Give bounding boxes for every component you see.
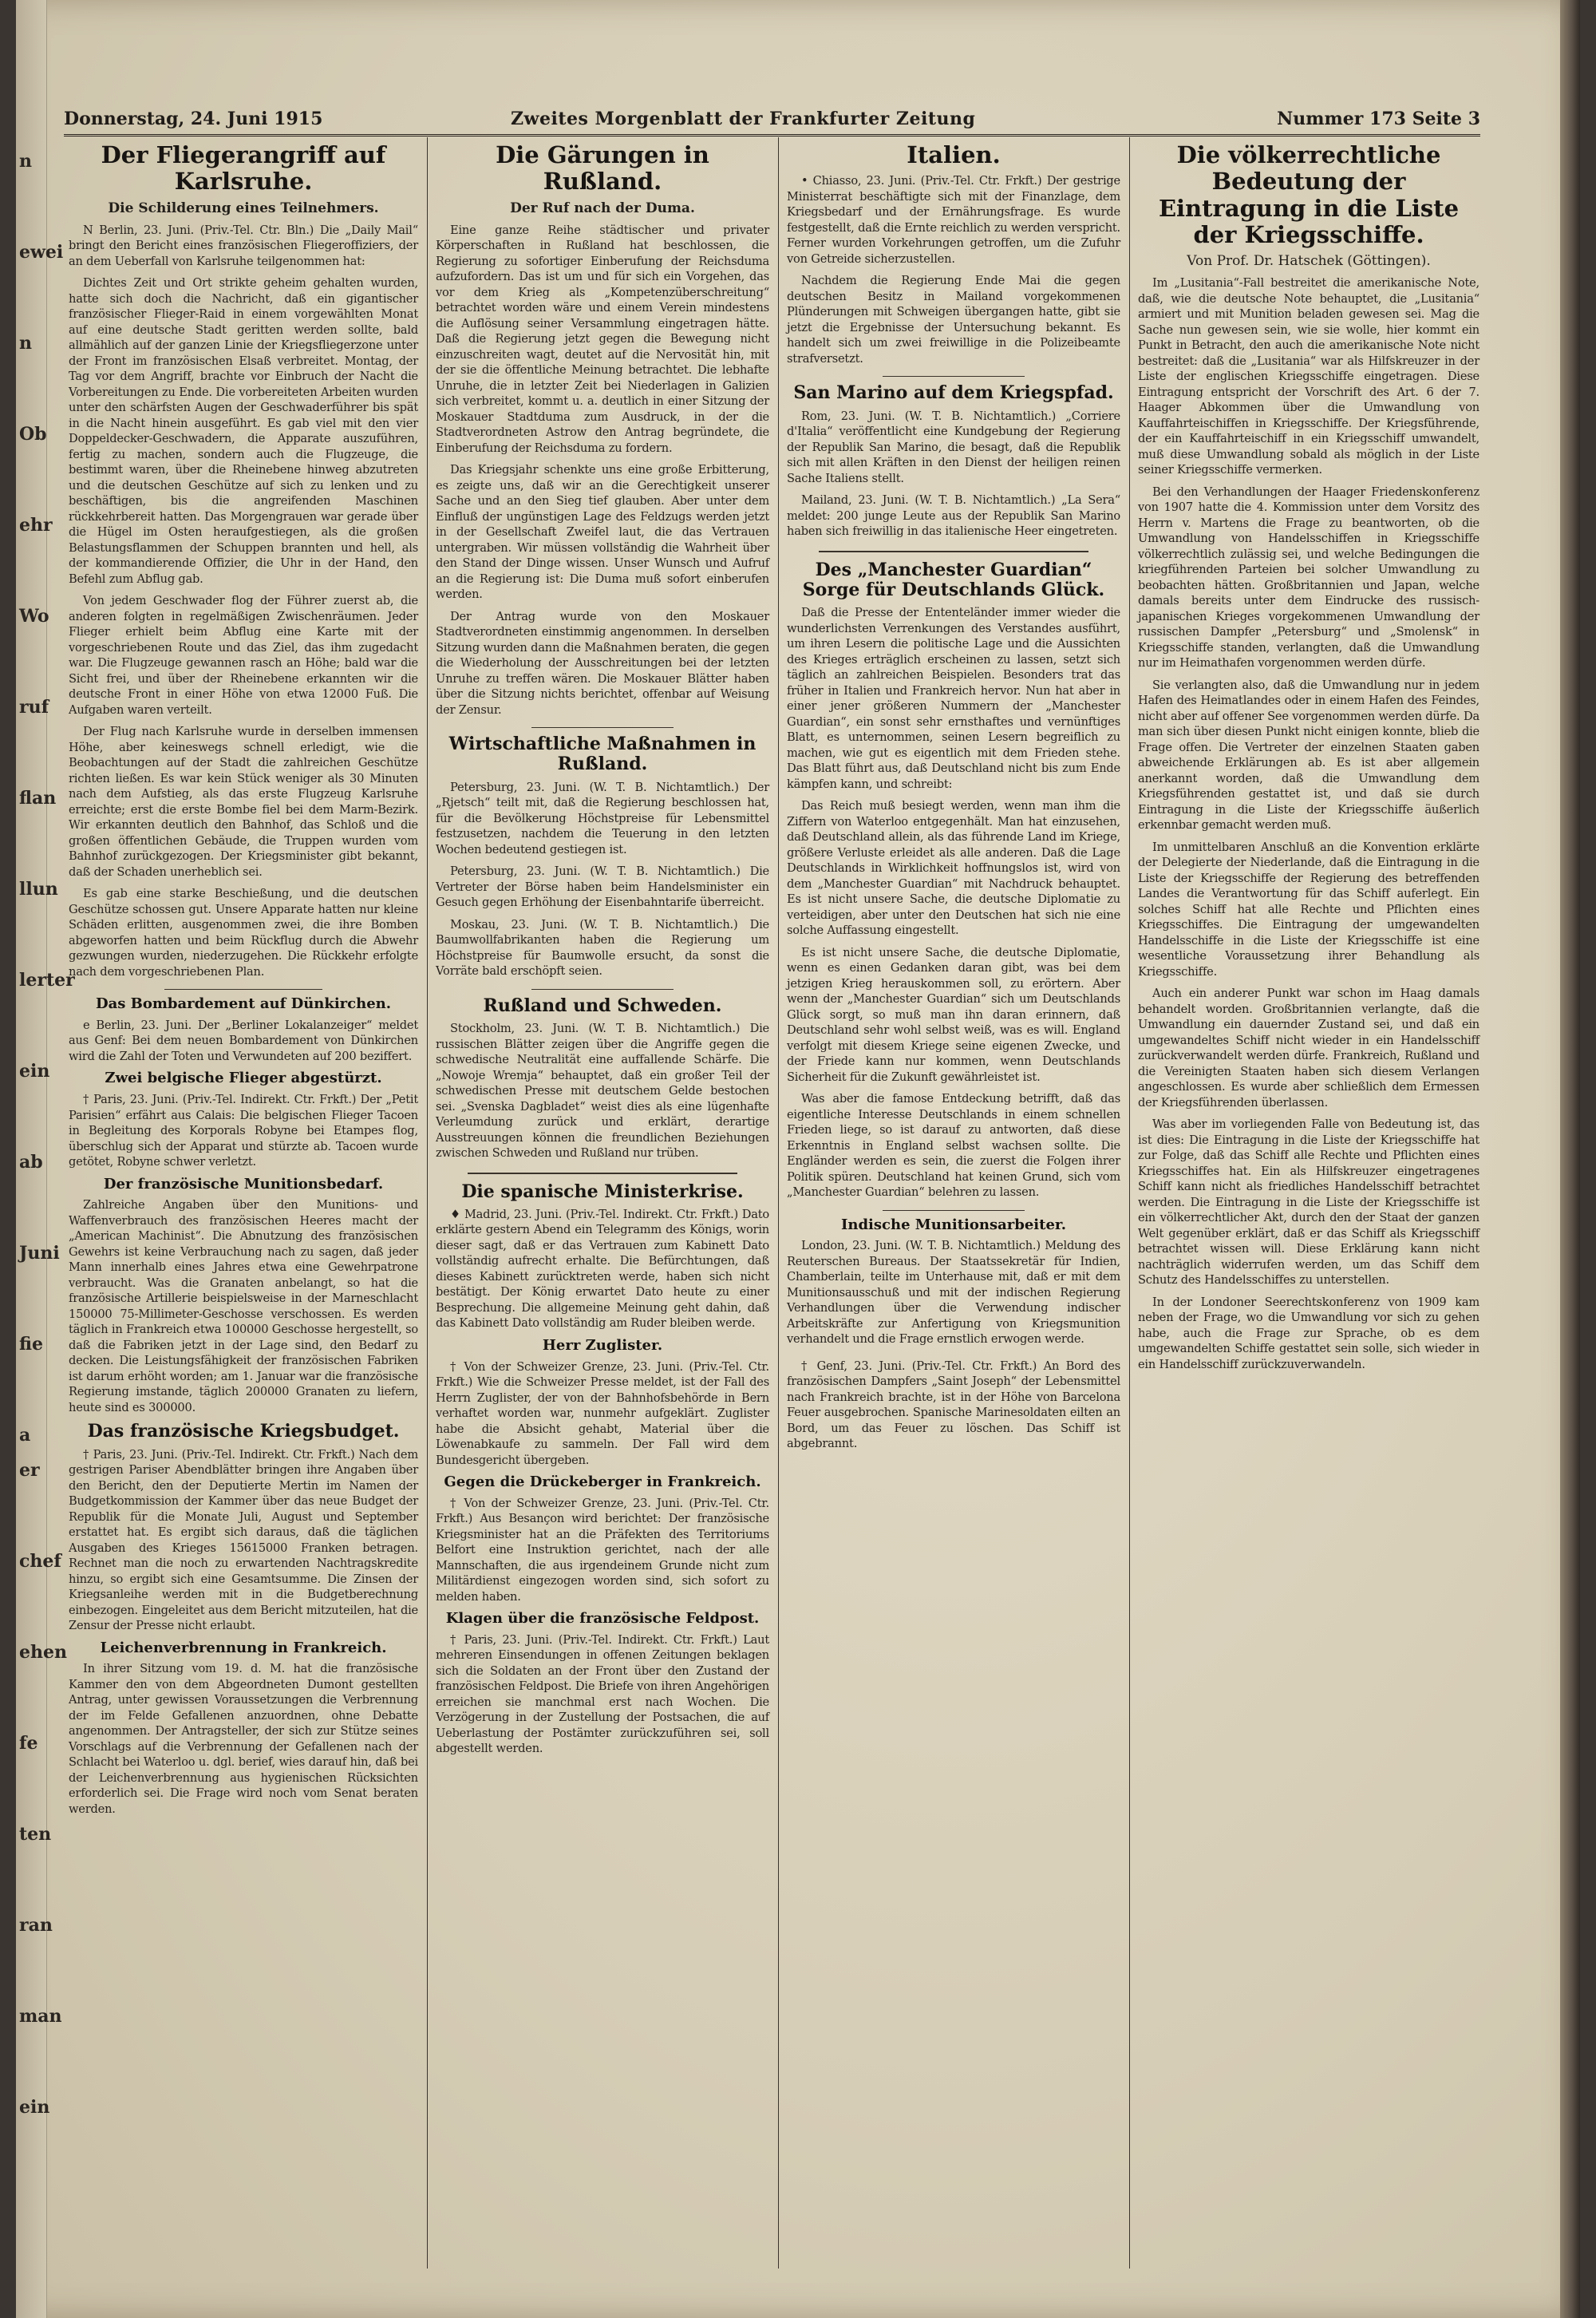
article-paragraph: Nachdem die Regierung Ende Mai die gegen deutschen Besitz in Mailand vorgekommenen Plünderungen mit Schweigen übergangen hatte, gibt sie jetzt die Ergebnisse der Untersuchung bekannt. Es handelt sich um zwei freiwillige in die Polizeibeamte strafversetzt. <box>787 274 1120 366</box>
article-paragraph: Im „Lusitania“-Fall bestreitet die amerikanische Note, daß, wie die deutsche Note behauptet, die „Lusitania“ armiert und mit Munition beladen gewesen sei. Mag die Sache nun gewesen sein, wie sie wolle, hier kommt ein Punkt in Betracht, den auch die amerikanische Note nicht bestreitet: daß die „Lusitania“ war als Hilfskreuzer in der Liste der englischen Kriegsschiffe eingetragen. Diese Eintragung entspricht der Vorschrift des Art. 6 der 7. Haager Abkommen über die Umwandlung von Kauffahrteischiffen in Kriegsschiffe. Der Kriegsführende, der ein Kauffahrteischiff in ein Kriegsschiff umwandelt, muß diese Umwandlung sobald als möglich in der Liste seiner Kriegsschiffe vermerken. <box>1138 276 1479 477</box>
divider <box>819 551 1088 552</box>
issue-date: Donnerstag, 24. Juni 1915 <box>64 109 323 129</box>
article-headline: Klagen über die französische Feldpost. <box>445 1610 760 1628</box>
divider <box>883 1210 1025 1211</box>
article-headline: Wirtschaftliche Maßnahmen in Rußland. <box>448 734 757 775</box>
masthead <box>64 107 1480 136</box>
article-headline: Herr Zuglister. <box>542 1336 663 1354</box>
divider <box>164 989 322 990</box>
article-paragraph: Das Kriegsjahr schenkte uns eine große Erbitterung, es zeigte uns, daß wir an die Gerechtigkeit unserer Sache und an den Sieg tief glauben. Aber unter dem Einfluß der ungünstigen Lage des Feldzugs werden jetzt in der Gesellschaft Zweifel laut, die das Vertrauen untergraben. Wir müssen vollständig die Wahrheit über den Stand der Dinge wissen. Unser Wunsch und Aufruf an die Regierung ist: Die Duma muß sofort einberufen werden. <box>436 463 769 602</box>
article-headline: Das Bombardement auf Dünkirchen. <box>95 995 392 1013</box>
adjacent-page-fragment: fe <box>19 1733 38 1754</box>
article-headline: Des „Manchester Guardian“ Sorge für Deutschlands Glück. <box>802 559 1105 600</box>
column-2 <box>436 137 769 2276</box>
article-paragraph: N Berlin, 23. Juni. (Priv.-Tel. Ctr. Bln.) Die „Daily Mail“ bringt den Bericht eines französischen Fliegeroffiziers, der an dem Ueberfall von Karlsruhe teilgenommen hat: <box>69 223 418 268</box>
article-paragraph: Dichtes Zeit und Ort strikte geheim gehalten wurden, hatte sich doch die Nachricht, daß ein gigantischer französischer Flieger-Raid in einem vorgewählten Monat auf eine deutsche Stadt geritten werden sollte, bald allmählich auf der ganzen Linie der Kriegsfliegerzone unter der Front im französischen Elsaß verbreitet. Montag, der Tag vor dem Angriff, brachte vor Einbruch der Nacht die Vorbereitungen zu Ende. Die vorbereiteten Arbeiten wurden unter den schärfsten Augen der Geschwaderführer bis spät in die Nacht hinein ausgeführt. Es gab viel mit den vier Doppeldecker-Geschwadern, die Apparate auszuführen, fertig zu machen, sondern auch die Flugzeuge, die bestimmt waren, über die Rheinebene hinweg abzutreten und die deutschen Geschütze auf sich zu lenken und zu beschäftigen, bis die angreifenden Maschinen rückkehrbereit hatten. Das Morgengrauen war gerade über die Hügel im Osten heraufgestiegen, als die großen Belastungsflammen der Schuppen brannten und hell, als der kommandierende Offizier, die Uhr in der Hand, den Befehl zum Abflug gab. <box>69 276 418 586</box>
article-paragraph: Zahlreiche Angaben über den Munitions- und Waffenverbrauch des französischen Heeres macht der „American Machinist“. Die Abnutzung des französischen Gewehrs ist keine Verbrauchung nach zu sagen, daß jeder Mann innerhalb eines Jahres etwa eine Gewehrpatrone verbraucht. Was die Granaten anbelangt, so hat die französische Artillerie beispielsweise in der Marneschlacht 150000 75-Millimeter-Geschosse verschossen. Es werden täglich in Frankreich etwa 100000 Geschosse hergestellt, so daß die Fabriken jetzt in der Lage sind, den Bedarf zu decken. Die Leistungsfähigkeit der französischen Fabriken ist darum erhöht worden; am 1. Januar war die französische Regierung imstande, täglich 200000 Granaten zu liefern, heute sind es 300000. <box>69 1198 418 1414</box>
column-4 <box>1138 137 1479 2276</box>
article-paragraph: Mailand, 23. Juni. (W. T. B. Nichtamtlich.) „La Sera“ meldet: 200 junge Leute aus der Republik San Marino haben sich freiwillig in das italienische Heer eingetreten. <box>787 493 1120 539</box>
adjacent-page-fragment: n <box>19 151 32 172</box>
adjacent-page-fragment: ehen <box>19 1642 67 1663</box>
adjacent-page-fragment: man <box>19 2006 62 2027</box>
adjacent-page-fragment: llun <box>19 879 58 900</box>
article-paragraph: Das Reich muß besiegt werden, wenn man ihm die Ziffern von Waterloo entgegenhält. Man hat einzusehen, daß Deutschland allein, als das führende Land im Kriege, größere Verluste erleidet als alle anderen. Daß die Lage Deutschlands in Wirklichkeit hoffnungslos ist, wird von dem „Manchester Guardian“ mit Nachdruck behauptet. Es ist nicht unsere Sache, die deutsche Diplomatie zu verteidigen, aber unter den Deutschen hat sich nie eine solche Auffassung eingestellt. <box>787 799 1120 938</box>
book-spine <box>1560 0 1580 2318</box>
article-subheadline: Der Ruf nach der Duma. <box>510 200 695 216</box>
divider <box>468 1173 737 1174</box>
article-headline: Die spanische Ministerkrise. <box>461 1181 744 1202</box>
adjacent-page-fragment: ab <box>19 1152 43 1173</box>
adjacent-page-fragment: fie <box>19 1334 43 1355</box>
adjacent-page-fragment: ein <box>19 1061 50 1082</box>
article-paragraph: In ihrer Sitzung vom 19. d. M. hat die französische Kammer den von dem Abgeordneten Dumont gestellten Antrag, unter gewissen Voraussetzungen die Verbrennung der im Felde Gefallenen anzuordnen, ohne Debatte angenommen. Der Antragsteller, der sich zur Stütze seines Vorschlags auf die Verbrennung der Gefallenen nach der Schlacht bei Waterloo u. dgl. berief, wies darauf hin, daß bei der Leichenverbrennung aus hygienischen Rücksichten erforderlich sei. Die Frage wird noch vom Senat beraten werden. <box>69 1662 418 1816</box>
adjacent-page-fragment: n <box>19 333 32 354</box>
article-headline: Italien. <box>907 141 1001 168</box>
divider <box>531 727 674 728</box>
article-headline: Das französische Kriegsbudget. <box>87 1421 400 1442</box>
article-paragraph: † Von der Schweizer Grenze, 23. Juni. (Priv.-Tel. Ctr. Frkft.) Wie die Schweizer Presse meldet, ist der Fall des Herrn Zuglister, der von der Bahnhofsbehörde in Bern verhaftet worden war, nunmehr aufgeklärt. Zuglister habe die Absicht gehabt, Material über die Löwenabkaufe zu sammeln. Der Fall wird dem Bundesgericht übergeben. <box>436 1359 769 1467</box>
article-paragraph: ♦ Madrid, 23. Juni. (Priv.-Tel. Indirekt. Ctr. Frkft.) Dato erklärte gestern Abend ein Telegramm des Königs, worin dieser sagt, daß er das Vertrauen zum Kabinett Dato vollständig aufrecht erhalte. Die Befürchtungen, daß dieses Kabinett zurücktreten werde, haben sich nicht bestätigt. Der König erwartet Dato heute zu einer Besprechung. Die allgemeine Meinung geht dahin, daß das Kabinett Dato vollständig am Ruder bleiben werde. <box>436 1207 769 1331</box>
adjacent-page-fragment: ten <box>19 1824 52 1845</box>
column-rule <box>778 137 779 2269</box>
article-paragraph: e Berlin, 23. Juni. Der „Berliner Lokalanzeiger“ meldet aus Genf: Bei dem neuen Bombardement von Dünkirchen wird die Zahl der Toten und Verwundeten auf 200 beziffert. <box>69 1018 418 1063</box>
adjacent-page-edge <box>16 0 75 2318</box>
newspaper-page <box>16 0 1576 2318</box>
article-headline: Rußland und Schweden. <box>483 995 722 1016</box>
article-paragraph: London, 23. Juni. (W. T. B. Nichtamtlich.) Meldung des Reuterschen Bureaus. Der Staatssekretär für Indien, Chamberlain, teilte im Unterhause mit, daß er mit dem Munitionsausschuß und mit der indischen Regierung Verhandlungen über die Verwendung indischer Arbeitskräfte zur Anfertigung von Kriegsmunition verhandelt und die Frage ernstlich erwogen werde. <box>787 1239 1120 1347</box>
article-paragraph: In der Londoner Seerechtskonferenz von 1909 kam neben der Frage, wo die Umwandlung vor sich zu gehen habe, auch die Frage zur Sprache, ob es dem umgewandelten Schiffe gestattet sein solle, sich wieder in ein Handelsschiff zurückzuverwandeln. <box>1138 1295 1479 1371</box>
article-headline: San Marino auf dem Kriegspfad. <box>793 382 1114 404</box>
adjacent-page-fragment: ruf <box>19 697 49 718</box>
adjacent-page-fragment: ran <box>19 1915 53 1936</box>
article-subheadline: Die Schilderung eines Teilnehmers. <box>108 200 379 216</box>
article-headline: Gegen die Drückeberger in Frankreich. <box>444 1473 761 1491</box>
article-headline: Der Fliegerangriff auf Karlsruhe. <box>101 141 386 196</box>
article-paragraph: Sie verlangten also, daß die Umwandlung nur in jedem Hafen des Heimatlandes oder in einem Hafen des Feindes, nicht aber auf offener See vorgenommen werden dürfe. Da man sich über diesen Punkt nicht einigen konnte, blieb die Frage offen. Die Vertreter der einzelnen Staaten gaben abweichende Erklärungen ab. Es ist aber allgemein anerkannt worden, daß die Umwandlung dem Kriegsführenden gestattet ist, und daß sie durch Eintragung in die Liste der Kriegsschiffe äußerlich erkennbar gemacht werden muß. <box>1138 678 1479 833</box>
adjacent-page-fragment: Juni <box>19 1243 60 1264</box>
article-paragraph: Im unmittelbaren Anschluß an die Konvention erklärte der Delegierte der Niederlande, daß die Eintragung in die Liste der Kriegsschiffe der Regierung des betreffenden Landes die Verantwortung für das Schiff auferlegt. Ein solches Schiff hat alle Rechte und Pflichten eines Kriegsschiffes. Die Eintragung der umgewandelten Handelsschiffe in die Liste der Kriegsschiffe ist eine wesentliche Voraussetzung ihrer Behandlung als Kriegsschiffe. <box>1138 840 1479 979</box>
divider <box>883 376 1025 377</box>
article-paragraph: Petersburg, 23. Juni. (W. T. B. Nichtamtlich.) Die Vertreter der Börse haben beim Handelsminister ein Gesuch gegen Erhöhung der Eisenbahntarife überreicht. <box>436 864 769 910</box>
adjacent-page-fragment: Wo <box>19 606 49 627</box>
article-paragraph: Petersburg, 23. Juni. (W. T. B. Nichtamtlich.) Der „Rjetsch“ teilt mit, daß die Regierung beschlossen hat, für die Bevölkerung Höchstpreise für Lebensmittel festzusetzen, nachdem die Teuerung in den letzten Wochen bedeutend gestiegen ist. <box>436 780 769 856</box>
adjacent-page-fragment: lerter <box>19 970 75 991</box>
adjacent-page-fragment: ein <box>19 2097 50 2118</box>
adjacent-page-fragment: Ob <box>19 424 47 445</box>
article-headline: Der französische Munitionsbedarf. <box>103 1175 384 1193</box>
article-paragraph: Was aber die famose Entdeckung betrifft, daß das eigentliche Interesse Deutschlands in einem schnellen Frieden liege, so ist darauf zu antworten, daß diese Erkenntnis in England selbst wachsen sollte. Die Engländer werden es sein, die zuerst die Folgen ihrer Politik spüren. Deutschland hat keinen Grund, sich vom „Manchester Guardian“ belehren zu lassen. <box>787 1092 1120 1200</box>
adjacent-page-fragment: a er <box>19 1425 40 1481</box>
article-paragraph: † Paris, 23. Juni. (Priv.-Tel. Indirekt. Ctr. Frkft.) Nach dem gestrigen Pariser Abendblätter bringen ihre Angaben über den Bericht, den der Deputierte Mertin im Namen der Budgetkommission der Kammer über das neue Budget der Republik für die Monate Juli, August und September erstattet hat. Es ergibt sich daraus, daß die täglichen Ausgaben des Krieges 15615000 Franken betragen. Rechnet man die noch zu erwartenden Nachtragskredite hinzu, so ergibt sich eine Gesamtsumme. Die Zinsen der Kriegsanleihe werden mit in die Budgetberechnung einbezogen. Eingeleitet aus dem Bericht mitzuteilen, hat die Zensur der Presse nicht erlaubt. <box>69 1447 418 1633</box>
article-paragraph: Bei den Verhandlungen der Haager Friedenskonferenz von 1907 hatte die 4. Kommission unter dem Vorsitz des Herrn v. Martens die Frage zu beantworten, ob die Umwandlung von Handelsschiffen in Kriegsschiffe völkerrechtlich zulässig sei, und welche Bedingungen die kriegführenden Parteien bei solcher Umwandlung zu beobachten hätten. Großbritannien und Japan, welche damals bereits unter dem Eindrucke des russisch-japanischen Krieges vorgekommenen Umwandlung der russischen Dampfer „Petersburg“ und „Smolensk“ in Kriegsschiffe standen, verlangten, daß die Umwandlung nur im Heimathafen vorgenommen werden dürfe. <box>1138 485 1479 670</box>
article-paragraph: Moskau, 23. Juni. (W. T. B. Nichtamtlich.) Die Baumwollfabrikanten haben die Regierung um Höchstpreise für Baumwolle ersucht, da sonst die Vorräte bald erschöpft seien. <box>436 917 769 979</box>
article-paragraph: Daß die Presse der Ententeländer immer wieder die wunderlichsten Verrenkungen des Verstandes ausführt, um ihren Lesern die politische Lage und die Aussichten des Krieges erträglich erscheinen zu lassen, setzt sich täglich an zahlreichen Beispielen. Besonders trat das früher in Italien und Frankreich hervor. Nun hat aber in einer jener größeren Nummern der „Manchester Guardian“, ein sonst sehr ernsthaftes und vernünftiges Blatt, es unternommen, seinen Lesern begreiflich zu machen, wie gut es eigentlich mit dem Frieden stehe. Das Blatt führt aus, daß Deutschland nicht bis zum Ende kämpfen kann, und schreibt: <box>787 606 1120 791</box>
article-paragraph: Der Antrag wurde von den Moskauer Stadtverordneten einstimmig angenommen. In derselben Sitzung wurden dann die Maßnahmen beraten, die gegen die Wiederholung der Ausschreitungen bei der letzten Unruhe zu treffen wären. Die Moskauer Blätter haben über die Sitzung nichts berichtet, offenbar auf Weisung der Zensur. <box>436 609 769 717</box>
article-paragraph: † Von der Schweizer Grenze, 23. Juni. (Priv.-Tel. Ctr. Frkft.) Aus Besançon wird berichtet: Der französische Kriegsminister hat an die Präfekten des Territoriums Belfort eine Instruktion gerichtet, nach der alle Mannschaften, die aus irgendeinem Grunde nicht zum Militärdienst eingezogen worden sind, sich sofort zu melden haben. <box>436 1496 769 1604</box>
adjacent-page-fragment: flan <box>19 788 57 809</box>
adjacent-page-fragment: ewei <box>19 242 64 263</box>
divider <box>531 989 674 990</box>
article-paragraph: Was aber im vorliegenden Falle von Bedeutung ist, das ist dies: Die Eintragung in die Liste der Kriegsschiffe hat zur Folge, daß das Schiff alle Rechte und Pflichten eines Kriegsschiffes hat. Ein als Hilfskreuzer eingetragenes Schiff kann nicht als friedliches Handelsschiff betrachtet werden. Die Eintragung in die Liste der Kriegsschiffe ist ein völkerrechtlicher Akt, durch den der Staat der ganzen Welt gegenüber erklärt, daß er das Schiff als Kriegsschiff betrachtet wissen will. Diese Erklärung kann nicht nachträglich widerrufen werden, um das Schiff dem Schutz des Handelsschiffes zu unterstellen. <box>1138 1117 1479 1288</box>
article-headline: Zwei belgische Flieger abgestürzt. <box>105 1070 382 1087</box>
article-paragraph: Von jedem Geschwader flog der Führer zuerst ab, die anderen folgten in regelmäßigen Zwischenräumen. Jeder Flieger erhielt beim Abflug eine Karte mit der vorgeschriebenen Route und das Ziel, das ihm zugedacht war. Die Flugzeuge gewannen rasch an Höhe; bald war die Sicht frei, und über der Rheinebene erkannten wir die deutsche Front in einer Höhe von etwa 12000 Fuß. Die Aufgaben waren verteilt. <box>69 594 418 717</box>
article-paragraph: Stockholm, 23. Juni. (W. T. B. Nichtamtlich.) Die russischen Blätter zeigen über die Angriffe gegen die schwedische Neutralität eine auffallende Schärfe. Die „Nowoje Wremja“ behauptet, daß ein großer Teil der schwedischen Presse mit deutschem Gelde bestochen sei. „Svenska Dagbladet“ weist dies als eine lügenhafte Verleumdung zurück und erklärt, derartige Ausstreuungen können die freundlichen Beziehungen zwischen Schweden und Rußland nur trüben. <box>436 1022 769 1161</box>
column-1 <box>69 137 418 2276</box>
article-author: Von Prof. Dr. Hatschek (Göttingen). <box>1187 253 1431 270</box>
column-rule <box>1129 137 1130 2269</box>
column-rule <box>427 137 428 2269</box>
article-paragraph: Auch ein anderer Punkt war schon im Haag damals behandelt worden. Großbritannien verlangte, daß die Umwandlung ein dauernder Zustand sei, und daß ein umgewandeltes Schiff nicht wieder in ein Handelsschiff zurückverwandelt werden dürfe. Frankreich, Rußland und die Vereinigten Staaten haben sich diesem Verlangen angeschlossen. Es wurde aber schließlich dem Ermessen der Kriegsführenden überlassen. <box>1138 987 1479 1110</box>
issue-number-page: Nummer 173 Seite 3 <box>1277 109 1480 129</box>
article-headline: Die völkerrechtliche Bedeutung der Eintragung in die Liste der Kriegsschiffe. <box>1158 141 1460 249</box>
adjacent-page-fragment: chef <box>19 1551 61 1572</box>
article-headline: Leichenverbrennung in Frankreich. <box>100 1639 387 1656</box>
newspaper-title: Zweites Morgenblatt der Frankfurter Zeitung <box>511 109 976 129</box>
article-headline: Die Gärungen in Rußland. <box>496 141 709 196</box>
article-paragraph: • Chiasso, 23. Juni. (Priv.-Tel. Ctr. Frkft.) Der gestrige Ministerrat beschäftigte sich mit der Finanzlage, dem Kriegsbedarf und der Ernährungsfrage. Es wurde festgestellt, daß die Ernte reichlich zu werden verspricht. Ferner wurden Vorkehrungen getroffen, um die Zufuhr von Getreide sicherzustellen. <box>787 174 1120 266</box>
article-paragraph: Es ist nicht unsere Sache, die deutsche Diplomatie, wenn es einen Gedanken daran gibt, was bei dem jetzigen Krieg herauskommen soll, zu erörtern. Aber wenn der „Manchester Guardian“ sich um Deutschlands Glück sorgt, so muß man ihn daran erinnern, daß Deutschland sehr wohl selbst weiß, was es will. England verfolgt mit diesem Kriege seine eigenen Zwecke, und der Friede kann nur kommen, wenn Deutschlands Sicherheit für die Zukunft gewährleistet ist. <box>787 945 1120 1084</box>
article-paragraph: † Paris, 23. Juni. (Priv.-Tel. Indirekt. Ctr. Frkft.) Der „Petit Parisien“ erfährt aus Calais: Die belgischen Flieger Tacoen in Begleitung des Korporals Robyne bei Etampes flog, überschlug sich der Apparat und stürzte ab. Tacoen wurde getötet, Robyne schwer verletzt. <box>69 1093 418 1169</box>
article-paragraph: † Paris, 23. Juni. (Priv.-Tel. Indirekt. Ctr. Frkft.) Laut mehreren Einsendungen in offenen Zeitungen beklagen sich die Soldaten an der Front über den Zustand der französischen Feldpost. Die Briefe von ihren Angehörigen erreichen sie manchmal erst nach Wochen. Die Verzögerung in der Zustellung der Postsachen, die auf Ueberlastung der Postämter zurückzuführen sei, soll abgestellt werden. <box>436 1632 769 1756</box>
column-3 <box>787 137 1120 2276</box>
article-paragraph: Es gab eine starke Beschießung, und die deutschen Geschütze schossen gut. Unsere Apparate hatten nur kleine Schäden erlitten, ausgenommen zwei, die ihre Bomben abgeworfen hatten und beim Rückflug durch die Abwehr gezwungen wurden, niederzugehen. Die Rückkehr erfolgte nach dem vorgeschriebenen Plan. <box>69 887 418 979</box>
article-paragraph: Der Flug nach Karlsruhe wurde in derselben immensen Höhe, aber keineswegs schnell erledigt, wie die Beobachtungen auf der Stadt die zahlreichen Geschütze richten ließen. Es war kein Stück weniger als 30 Minuten nach dem Aufstieg, als das erste Flugzeug Karlsruhe erreichte; erst die erste Bombe fiel bei dem Marm-Bezirk. Wir erkannten deutlich den Bahnhof, das Schloß und die großen öffentlichen Gebäude, die Truppen wurden vom Bahnhof zurückgezogen. Der Kriegsminister gibt bekannt, daß der Schaden unerheblich sei. <box>69 725 418 879</box>
adjacent-page-fragment: ehr <box>19 515 53 536</box>
article-paragraph: Rom, 23. Juni. (W. T. B. Nichtamtlich.) „Corriere d'Italia“ veröffentlicht eine Kundgebung der Regierung der Republik San Marino, die besagt, daß die Republik sich mit allen Kräften in den Dienst der heiligen reinen Sache Italiens stellt. <box>787 409 1120 485</box>
article-paragraph: † Genf, 23. Juni. (Priv.-Tel. Ctr. Frkft.) An Bord des französischen Dampfers „Saint Joseph“ der Lebensmittel nach Frankreich brachte, ist in der Höhe von Barcelona Feuer ausgebrochen. Spanische Marinesoldaten eilten an Bord, um das Feuer zu löschen. Das Schiff ist abgebrannt. <box>787 1359 1120 1451</box>
article-headline: Indische Munitionsarbeiter. <box>840 1216 1067 1233</box>
article-paragraph: Eine ganze Reihe städtischer und privater Körperschaften in Rußland hat beschlossen, die Regierung zu sofortiger Einberufung der Reichsduma aufzufordern. Das ist um und für sich ein Vorgehen, das vor dem Krieg als „Kompetenzüberschreitung“ betrachtet worden wäre und einem Verein mindestens die Auflösung seiner Versammlung eingetragen hätte. Daß die Regierung jetzt gegen die Bewegung nicht einzuschreiten wagt, deutet auf die Nervosität hin, mit der sie die öffentliche Meinung betrachtet. Die lebhafte Unruhe, die in letzter Zeit bei Niederlagen in Galizien sich verbreitet, kommt u. a. deutlich in einer Sitzung der Moskauer Stadtduma zum Ausdruck, in der die Stadtverordneten Astrow den Antrag begründete, die Einberufung der Reichsduma zu fordern. <box>436 223 769 455</box>
